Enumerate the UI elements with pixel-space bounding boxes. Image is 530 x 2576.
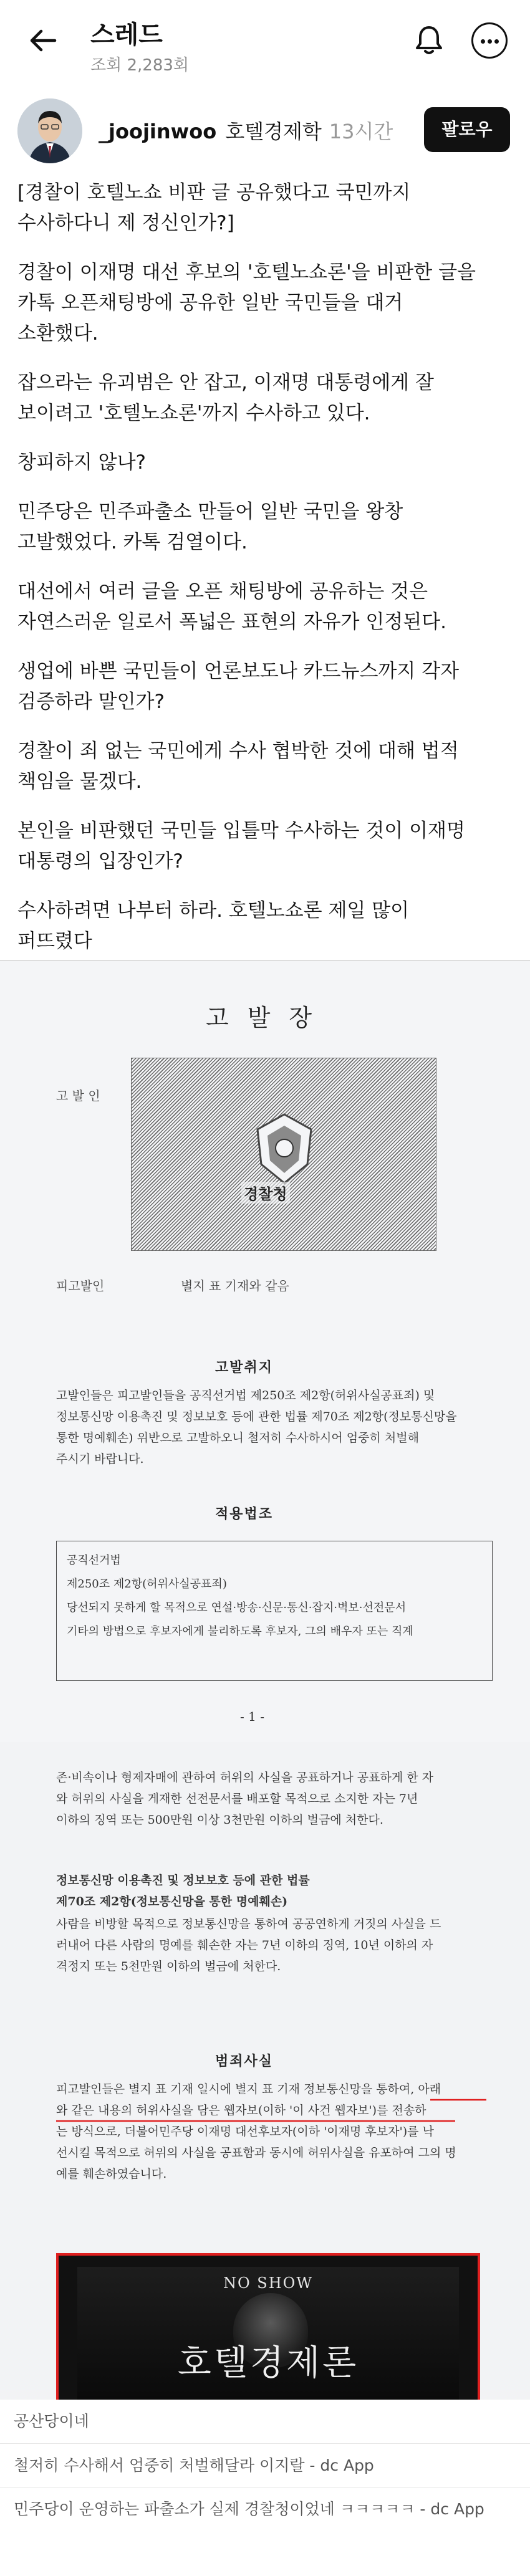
- facts-text: 피고발인들은 별지 표 기재 일시에 별지 표 기재 정보통신망을 통하여, 아래 와 같은 내용의 허위사실을 담은 웹자보(이하 '이 사건 웹자보')를 전송하 는 방식으로, 더불어민주당 이재명 대선후보자(이하 '이재명 후보자')를 낙 선시킬 목적으로 허위의 사실을 공표함과 동시에 허위사실을 유포하여 그의 명 예를 훼손하였습니다.: [56, 2082, 456, 2181]
- poster-background: [77, 2267, 459, 2401]
- poster-image[interactable]: [56, 2253, 480, 2412]
- avatar-photo: [17, 98, 82, 163]
- post-paragraph: [경찰이 호텔노쇼 비판 글 공유했다고 국민까지 수사하다니 제 정신인가?]: [17, 181, 411, 234]
- bell-icon[interactable]: [412, 22, 446, 57]
- author-name[interactable]: _joojinwoo: [99, 120, 217, 143]
- back-arrow-icon[interactable]: [27, 25, 59, 56]
- document-image-page-1[interactable]: [0, 960, 530, 1742]
- comment-item[interactable]: 공산당이네: [0, 2400, 530, 2443]
- view-count: 조회 2,283회: [90, 56, 190, 75]
- top-bar: [0, 0, 530, 87]
- post-paragraph: 경찰이 죄 없는 국민에게 수사 협박한 것에 대해 법적 책임을 물겠다.: [17, 740, 459, 793]
- post-paragraph: 대선에서 여러 글을 오픈 채팅방에 공유하는 것은 자연스러운 일로서 폭넓은 표현의 자유가 인정된다.: [17, 580, 446, 633]
- comment-item[interactable]: 민주당이 운영하는 파출소가 실제 경찰청이었네 ㅋㅋㅋㅋㅋ - dc App: [0, 2487, 530, 2531]
- post-paragraph: 수사하려면 나부터 하라. 호텔노쇼론 제일 많이 퍼뜨렸다: [17, 899, 410, 952]
- accused-value: 별지 표 기재와 같음: [181, 1278, 289, 1293]
- red-underline-marks: [56, 2097, 493, 2128]
- facts-heading: 범죄사실: [215, 2053, 274, 2069]
- law2-text: 사람을 비방할 목적으로 정보통신망을 통하여 공공연하게 거짓의 사실을 드 러내어 다른 사람의 명예를 훼손한 자는 7년 이하의 징역, 10년 이하의 자 격정지 또는 5천만원 이하의 벌금에 처한다.: [56, 1917, 441, 1973]
- document-image-page-2[interactable]: [0, 1742, 530, 2443]
- avatar[interactable]: [17, 98, 82, 163]
- law-box: 공직선거법 제250조 제2항(허위사실공표죄) 당선되지 못하게 할 목적으로 연설·방송·신문·통신·잡지·벽보·선전문서 기타의 방법으로 후보자에게 불리하도록 후보자, 그의 배우자 또는 직계: [56, 1541, 493, 1681]
- post-paragraph: 민주당은 민주파출소 만들어 일반 국민을 왕창 고발했었다. 카톡 검열이다.: [17, 500, 403, 553]
- post-time: 13시간: [329, 120, 393, 143]
- page-number: - 1 -: [240, 1709, 264, 1724]
- post-paragraph: 창피하지 않나?: [17, 451, 146, 474]
- law2-title: 정보통신망 이용촉진 및 정보보호 등에 관한 법률 제70조 제2항(정보통신망을 통한 명예훼손): [56, 1874, 310, 1908]
- doc-title: 고발장: [206, 1004, 331, 1032]
- post-body: [17, 178, 510, 975]
- page-title: 스레드: [90, 21, 163, 49]
- police-agency-label: 경찰청: [241, 1182, 290, 1204]
- purpose-heading: 고발취지: [215, 1359, 274, 1376]
- more-options-icon[interactable]: [471, 22, 508, 59]
- purpose-text: 고발인들은 피고발인들을 공직선거법 제250조 제2항(허위사실공표죄) 및 정보통신망 이용촉진 및 정보보호 등에 관한 법률 제70조 제2항(정보통신망을 통한 명예훼손) 위반으로 고발하오니 철저히 수사하시어 엄중히 처벌해 주시기 바랍니다.: [56, 1389, 457, 1466]
- law-continued: 존·비속이나 형제자매에 관하여 허위의 사실을 공표하거나 공표하게 한 자 와 허위의 사실을 게재한 선전문서를 배포할 목적으로 소지한 자는 7년 이하의 징역 또는 500만원 이상 3천만원 이하의 벌금에 처한다.: [56, 1771, 433, 1827]
- author-line: [99, 116, 393, 145]
- poster-title: 호텔경제론: [177, 2343, 359, 2383]
- redacted-area: [131, 1058, 436, 1251]
- post-paragraph: 본인을 비판했던 국민들 입틀막 수사하는 것이 이재명 대통령의 입장인가?: [17, 820, 465, 873]
- comment-item[interactable]: 철저히 수사해서 엄중히 처벌해달라 이지랄 - dc App: [0, 2443, 530, 2487]
- post-paragraph: 생업에 바쁜 국민들이 언론보도나 카드뉴스까지 각자 검증하라 말인가?: [17, 660, 460, 713]
- topic-tag[interactable]: 호텔경제학: [225, 120, 322, 143]
- post-paragraph: 잡으라는 유괴범은 안 잡고, 이재명 대통령에게 잘 보이려고 '호텔노쇼론'까지 수사하고 있다.: [17, 371, 434, 424]
- law-heading: 적용법조: [215, 1506, 274, 1522]
- accused-label: 피고발인: [56, 1278, 105, 1293]
- complainant-label: 고 발 인: [56, 1088, 100, 1103]
- poster-top-text: NO SHOW: [223, 2274, 314, 2292]
- comment-list: [0, 2400, 530, 2531]
- follow-button[interactable]: 팔로우: [424, 107, 510, 152]
- post-paragraph: 경찰이 이재명 대선 후보의 '호텔노쇼론'을 비판한 글을 카톡 오픈채팅방에 공유한 일반 국민들을 대거 소환했다.: [17, 261, 476, 345]
